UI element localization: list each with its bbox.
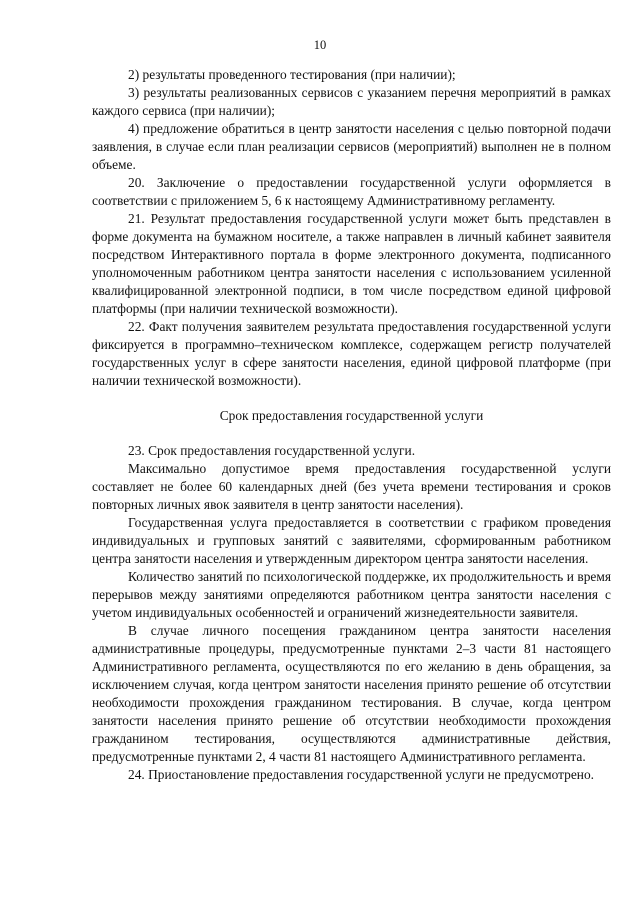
- list-item-repeat-application: 4) предложение обратиться в центр занятости населения с целью повторной подачи заявления, в случае если план реализации сервисов (мероприятий) выполнен не в полном объеме.: [92, 121, 611, 172]
- paragraph-schedule: Государственная услуга предоставляется в соответствии с графиком проведения индивидуальных и групповых занятий с заявителями, сформированным работником центра занятости населения и утвержденным директором центра занятости населения.: [92, 515, 611, 566]
- page-number: 10: [313, 38, 327, 52]
- document-body: [92, 66, 611, 784]
- paragraph-23: 23. Срок предоставления государственной услуги.: [128, 443, 416, 458]
- paragraph-personal-visit: В случае личного посещения гражданином центра занятости населения административные процедуры, предусмотренные пунктами 2–3 части 81 настоящего Административного регламента, осуществляются по его желанию в день обращения, за исключением случая, когда центром занятости населения принято решение об отсутствии необходимости прохождения гражданином тестирования. В случае, когда центром занятости населения принято решение об отсутствии необходимости прохождения гражданином тестирования, осуществляются административные действия, предусмотренные пунктами 2, 4 части 81 настоящего Административного регламента.: [92, 623, 611, 764]
- paragraph-22: 22. Факт получения заявителем результата предоставления государственной услуги фиксируется в программно–техническом комплексе, содержащем регистр получателей государственных услуг в сфере занятости населения, единой цифровой платформе (при наличии технической возможности).: [92, 319, 611, 388]
- paragraph-24: 24. Приостановление предоставления государственной услуги не предусмотрено.: [128, 767, 594, 782]
- paragraph-max-duration: Максимально допустимое время предоставления государственной услуги составляет не более 60 календарных дней (без учета времени тестирования и сроков повторных личных явок заявителя в центр занятости населения).: [92, 461, 611, 512]
- list-item-testing-results: 2) результаты проведенного тестирования (при наличии);: [128, 67, 456, 82]
- paragraph-sessions: Количество занятий по психологической поддержке, их продолжительность и время перерывов между занятиями определяются работником центра занятости населения с учетом индивидуальных особенностей и ограничений жизнедеятельности заявителя.: [92, 569, 611, 620]
- section-heading: Срок предоставления государственной услуги: [219, 408, 484, 423]
- list-item-services-results: 3) результаты реализованных сервисов с указанием перечня мероприятий в рамках каждого сервиса (при наличии);: [92, 85, 611, 118]
- paragraph-21: 21. Результат предоставления государственной услуги может быть представлен в форме документа на бумажном носителе, а также направлен в личный кабинет заявителя посредством Интерактивного портала в форме электронного документа, подписанного уполномоченным работником центра занятости населения с использованием усиленной квалифицированной электронной подписи, в том числе посредством единой цифровой платформы (при наличии технической возможности).: [92, 211, 611, 316]
- paragraph-20: 20. Заключение о предоставлении государственной услуги оформляется в соответствии с приложением 5, 6 к настоящему Административному регламенту.: [92, 175, 611, 208]
